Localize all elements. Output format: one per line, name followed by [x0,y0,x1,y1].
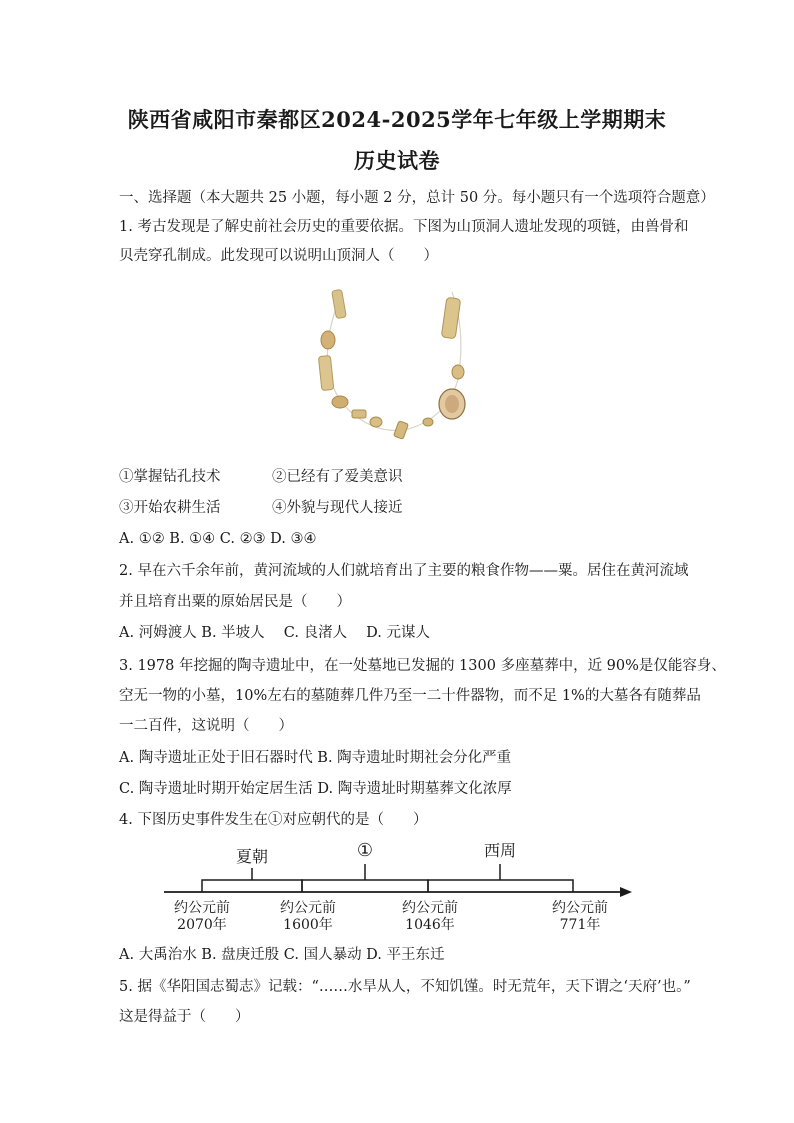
necklace-image [312,284,484,444]
exam-subtitle: 历史试卷 [354,148,440,173]
q1-stem-line2: 贝壳穿孔制成。此发现可以说明山顶洞人（ ） [119,248,438,264]
label-xia: 夏朝 [235,847,269,866]
q3-options-line2: C. 陶寺遗址时期开始定居生活 D. 陶寺遗址时期墓葬文化浓厚 [119,781,512,797]
q3-stem-line2: 空无一物的小墓，10%左右的墓随葬几件乃至一二十件器物，而不足 1%的大墓各有随葬品 [119,688,701,704]
q3-stem-line1: 3. 1978 年挖掘的陶寺遗址中，在一处墓地已发掘的 1300 多座墓葬中，近 90%是仅能容身、 [119,658,726,674]
q2-stem-line2: 并且培育出粟的原始居民是（ ） [119,594,351,610]
q2-stem-line1: 2. 早在六千余年前，黄河流域的人们就培育出了主要的粮食作物——粟。居住在黄河流域 [119,563,689,579]
tick-3-top: 约公元前 [402,900,458,916]
tick-1-top: 约公元前 [174,900,230,916]
label-xizhou: 西周 [483,841,517,860]
q1-item-2: ②已经有了爱美意识 [272,469,403,485]
q3-options-line1: A. 陶寺遗址正处于旧石器时代 B. 陶寺遗址时期社会分化严重 [119,750,512,766]
q1-item-1: ①掌握钻孔技术 [119,469,221,485]
q1-stem-line1: 1. 考古发现是了解史前社会历史的重要依据。下图为山顶洞人遗址发现的项链，由兽骨和 [119,219,689,235]
tick-4-bottom: 771年 [559,917,601,933]
section-heading: 一、选择题（本大题共 25 小题，每小题 2 分，总计 50 分。每小题只有一个选项符合题意） [119,190,715,206]
q4-stem: 4. 下图历史事件发生在①对应朝代的是（ ） [119,812,428,828]
dynasty-timeline [160,838,640,938]
tick-4-top: 约公元前 [552,900,608,916]
timeline-arrow [620,887,632,897]
label-dynasty-1: ① [356,840,374,861]
tick-2-bottom: 1600年 [283,917,333,933]
q4-options: A. 大禹治水 B. 盘庚迁殷 C. 国人暴动 D. 平王东迁 [119,947,445,963]
xizhou-bracket [428,880,573,892]
q1-options: A. ①② B. ①④ C. ②③ D. ③④ [119,531,317,547]
tick-1-bottom: 2070年 [177,917,227,933]
q2-options: A. 河姆渡人 B. 半坡人 C. 良渚人 D. 元谋人 [119,625,431,641]
tick-2-top: 约公元前 [280,900,336,916]
tick-3-bottom: 1046年 [405,917,455,933]
q3-stem-line3: 一二百件，这说明（ ） [119,718,293,734]
q5-stem-line1: 5. 据《华阳国志蜀志》记载：“……水旱从人，不知饥馑。时无荒年，天下谓之‘天府’也。” [119,979,691,995]
dynasty1-bracket [302,880,428,892]
q1-item-4: ④外貌与现代人接近 [272,500,403,516]
xia-bracket [202,880,302,892]
q1-item-3: ③开始农耕生活 [119,500,221,516]
exam-title: 陕西省咸阳市秦都区2024-2025学年七年级上学期期末 [127,107,667,132]
q5-stem-line2: 这是得益于（ ） [119,1009,250,1025]
